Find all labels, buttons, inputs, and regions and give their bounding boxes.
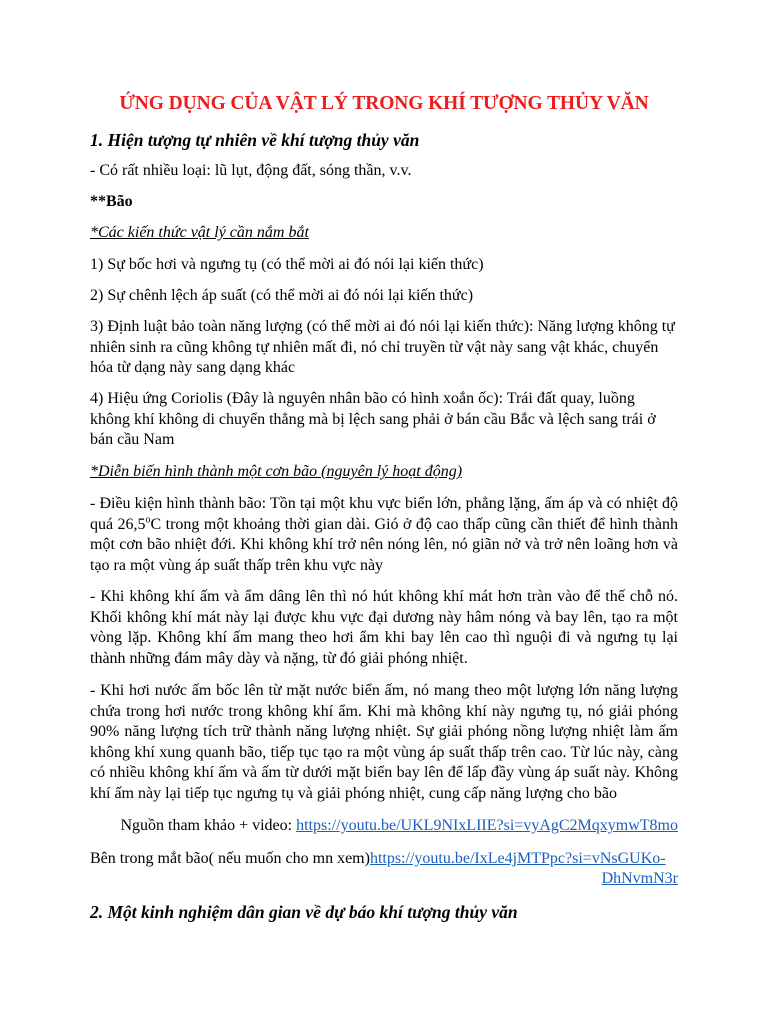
knowledge-item-3: 3) Định luật bảo toàn năng lượng (có thể mời ai đó nói lại kiến thức): Năng lượng không tự nhiên sinh ra cũng không tự nhiên mất đi, nó chỉ truyền từ vật này sang vật khác, chuyển hóa từ dạng này sang dạng khác xyxy=(90,318,675,377)
formation-paragraph-1-part-a: - Điều kiện hình thành bão: Tồn tại một khu vực biển lớn, phẳng lặng, ấm áp và có nhiệt độ quá 26,5 xyxy=(90,495,678,533)
eye-of-storm-link[interactable]: https://youtu.be/IxLe4jMTPpc?si=vNsGUKo- xyxy=(369,850,666,867)
storm-formation-subheading-text: *Diễn biến hình thành một cơn bão (nguyên lý hoạt động) xyxy=(90,463,463,480)
document-title: ỨNG DỤNG CỦA VẬT LÝ TRONG KHÍ TƯỢNG THỦY VĂN xyxy=(119,93,649,114)
source-line xyxy=(90,816,678,837)
section-1-heading: 1. Hiện tượng tự nhiên về khí tượng thủy văn xyxy=(90,130,420,150)
source-label: Nguồn tham khảo + video: xyxy=(120,817,297,834)
formation-paragraph-1 xyxy=(90,494,678,576)
eye-of-storm-label: Bên trong mắt bão( nếu muốn cho mn xem) xyxy=(90,850,370,867)
physics-knowledge-subheading xyxy=(90,223,678,244)
eye-of-storm-link-continuation xyxy=(90,869,678,890)
physics-knowledge-subheading-text: *Các kiến thức vật lý cần nắm bắt xyxy=(90,224,309,241)
knowledge-item-2: 2) Sự chênh lệch áp suất (có thể mời ai đó nói lại kiến thức) xyxy=(90,287,474,304)
section-2-heading: 2. Một kinh nghiệm dân gian về dự báo khí tượng thủy văn xyxy=(90,902,518,922)
formation-paragraph-3: - Khi hơi nước ấm bốc lên từ mặt nước biển ấm, nó mang theo một lượng lớn năng lượng chứa trong hơi nước trong không khí ẩm. Khi mà không khí này ngưng tụ, nó giải phóng 90% năng lượng tích trữ thành năng lượng nhiệt. Sự giải phóng nồng lượng nhiệt làm ấm không khí xung quanh bão, tiếp tục tạo ra một vùng áp suất thấp trên cao. Từ lúc này, càng có nhiều không khí ấm và ấm từ dưới mặt biển bay lên để lấp đầy vùng áp suất này. Không khí ấm này lại tiếp tục ngưng tụ và giải phóng nhiệt, cung cấp năng lượng cho bão xyxy=(90,682,678,802)
degree-superscript: o xyxy=(145,514,151,526)
formation-paragraph-1-part-b: C trong một khoảng thời gian dài. Gió ở độ cao thấp cũng cần thiết để hình thành một cơn bão nhiệt đới. Khi không khí trở nên nóng lên, nó giãn nở và trở nên loãng hơn và tạo ra một vùng áp suất thấp trên khu vực này xyxy=(90,515,678,574)
knowledge-item-1: 1) Sự bốc hơi và ngưng tụ (có thể mời ai đó nói lại kiến thức) xyxy=(90,256,484,273)
storm-label: **Bão xyxy=(90,193,133,210)
formation-paragraph-2: - Khi không khí ấm và ẩm dâng lên thì nó hút không khí mát hơn tràn vào để thế chỗ nó. Khối không khí mát này lại được khu vực đại dương này hâm nóng và bay lên, tạo ra một vòng lặp. Không khí ấm mang theo hơi ẩm khi bay lên cao thì nguội đi và ngưng tụ lại thành những đám mây dày và nặng, từ đó giải phóng nhiệt. xyxy=(90,588,678,667)
source-video-link[interactable]: https://youtu.be/UKL9NIxLIIE?si=vyAgC2MqxymwT8mo xyxy=(296,817,678,834)
eye-of-storm-line xyxy=(90,849,678,870)
intro-line: - Có rất nhiều loại: lũ lụt, động đất, sóng thần, v.v. xyxy=(90,162,412,179)
eye-of-storm-link-tail[interactable]: DhNvmN3r xyxy=(601,870,678,887)
knowledge-item-4: 4) Hiệu ứng Coriolis (Đây là nguyên nhân bão có hình xoắn ốc): Trái đất quay, luồng không khí không di chuyển thẳng mà bị lệch sang phải ở bán cầu Bắc và lệch sang trái ở bán cầu Nam xyxy=(90,390,656,449)
storm-formation-subheading xyxy=(90,462,678,483)
